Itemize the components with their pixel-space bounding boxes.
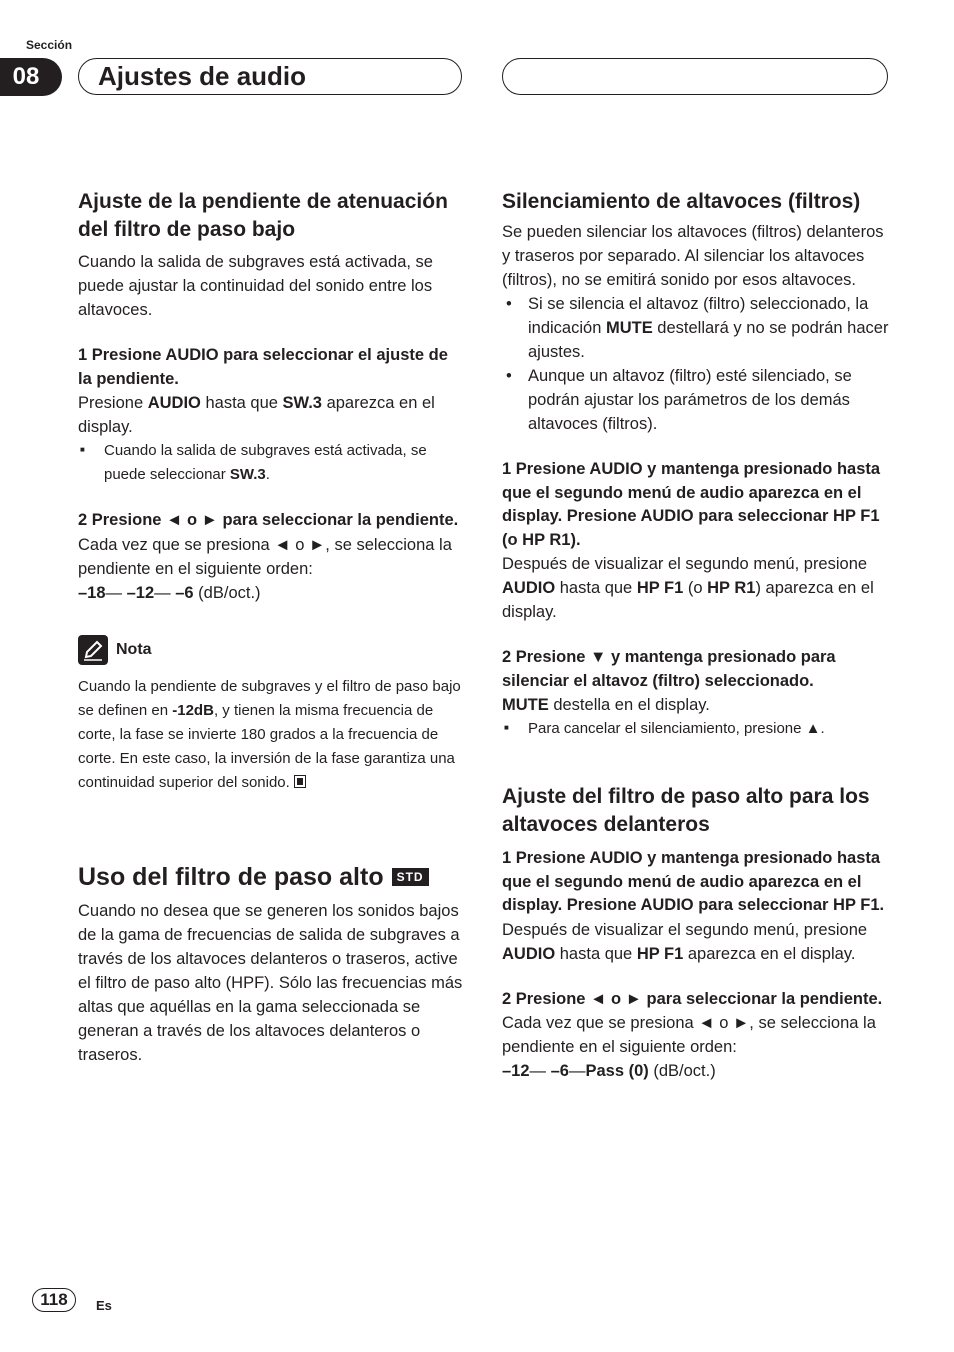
front-hpf-step-1-text: Después de visualizar el segundo menú, presione AUDIO hasta que HP F1 aparezca en el display. [502,920,868,963]
mute-heading: Silenciamiento de altavoces (filtros) [502,190,861,213]
right-column [502,188,890,1083]
section-label: Sección [26,38,73,52]
front-hpf-heading: Ajuste del filtro de paso alto para los altavoces delanteros [502,785,870,836]
mute-bullet-2: • Aunque un altavoz (filtro) esté silenciado, se podrán ajustar los parámetros de los demás altavoces (filtros). [502,364,890,436]
front-hpf-step-2-text: Cada vez que se presiona ◄ o ►, se selecciona la pendiente en el siguiente orden: [502,1014,876,1056]
note-pencil-icon [78,635,108,665]
section-number-badge: 08 [0,58,62,96]
slope-order: –18— –12— –6 (dB/oct.) [78,583,261,602]
mute-step-2-text: MUTE destella en el display. [502,696,710,714]
front-hpf-order: –12— –6—Pass (0) (dB/oct.) [502,1062,716,1080]
left-column [78,188,466,1067]
mute-bullet-1: • Si se silencia el altavoz (filtro) seleccionado, la indicación MUTE destellará y no se podrán hacer ajustes. [502,292,890,364]
mute-step-1-title: 1 Presione AUDIO y mantenga presionado hasta que el segundo menú de audio aparezca en el display. Presione AUDIO para seleccionar HP F1 (o HP R1). [502,460,881,549]
note-text: Cuando la pendiente de subgraves y el filtro de paso bajo se definen en -12dB, y tienen la misma frecuencia de corte, la fase se invierte 180 grados a la frecuencia de corte. En este caso, la inversión de la fase garantiza una continuidad superior del sonido. [78,677,461,791]
page-number: 118 [32,1288,76,1312]
section-title: Ajustes de audio [98,61,307,91]
mute-step-2-title: 2 Presione ▼ y mantenga presionado para silenciar el altavoz (filtro) seleccionado. [502,648,836,690]
mute-intro: Se pueden silenciar los altavoces (filtros) delanteros y traseros por separado. Al silenciar los altavoces (filtros), no se emitirá sonido por esos altavoces. [502,223,884,289]
front-hpf-step-1-title: 1 Presione AUDIO y mantenga presionado hasta que el segundo menú de audio aparezca en el display. Presione AUDIO para seleccionar HP F1. [502,849,885,914]
step-2-title: 2 Presione ◄ o ► para seleccionar la pendiente. [78,511,459,529]
hpf-text: Cuando no desea que se generen los sonidos bajos de la gama de frecuencias de salida de subgraves a través de los altavoces delanteros o traseros, active el filtro de paso alto (HPF). Sólo las frecuencias más altas que aquéllas en la gama seleccionada se generan a través de los altavoces delanteros o traseros. [78,901,463,1064]
mute-step-2-note: ■ Para cancelar el silenciamiento, presione ▲. [502,717,890,741]
mute-step-1-text: Después de visualizar el segundo menú, presione AUDIO hasta que HP F1 (o HP R1) aparezca en el display. [502,555,874,621]
step-1-title: 1 Presione AUDIO para seleccionar el ajuste de la pendiente. [78,346,448,388]
step-1-text: Presione AUDIO hasta que SW.3 aparezca en el display. [78,394,435,436]
note-header [78,635,466,665]
note-label: Nota [116,640,152,658]
step-1-note: ■ Cuando la salida de subgraves está activada, se puede seleccionar SW.3. [78,439,466,487]
empty-header-frame [502,58,888,95]
end-mark-icon [294,775,306,788]
std-badge: STD [392,868,429,886]
step-2-text: Cada vez que se presiona ◄ o ►, se selecciona la pendiente en el siguiente orden: [78,535,452,578]
lpf-slope-heading: Ajuste de la pendiente de atenuación del filtro de paso bajo [78,190,448,241]
hpf-heading: Uso del filtro de paso alto STD [78,861,466,893]
front-hpf-step-2-title: 2 Presione ◄ o ► para seleccionar la pendiente. [502,989,883,1008]
language-code: Es [96,1298,112,1313]
lpf-slope-intro: Cuando la salida de subgraves está activada, se puede ajustar la continuidad del sonido entre los altavoces. [78,253,433,319]
